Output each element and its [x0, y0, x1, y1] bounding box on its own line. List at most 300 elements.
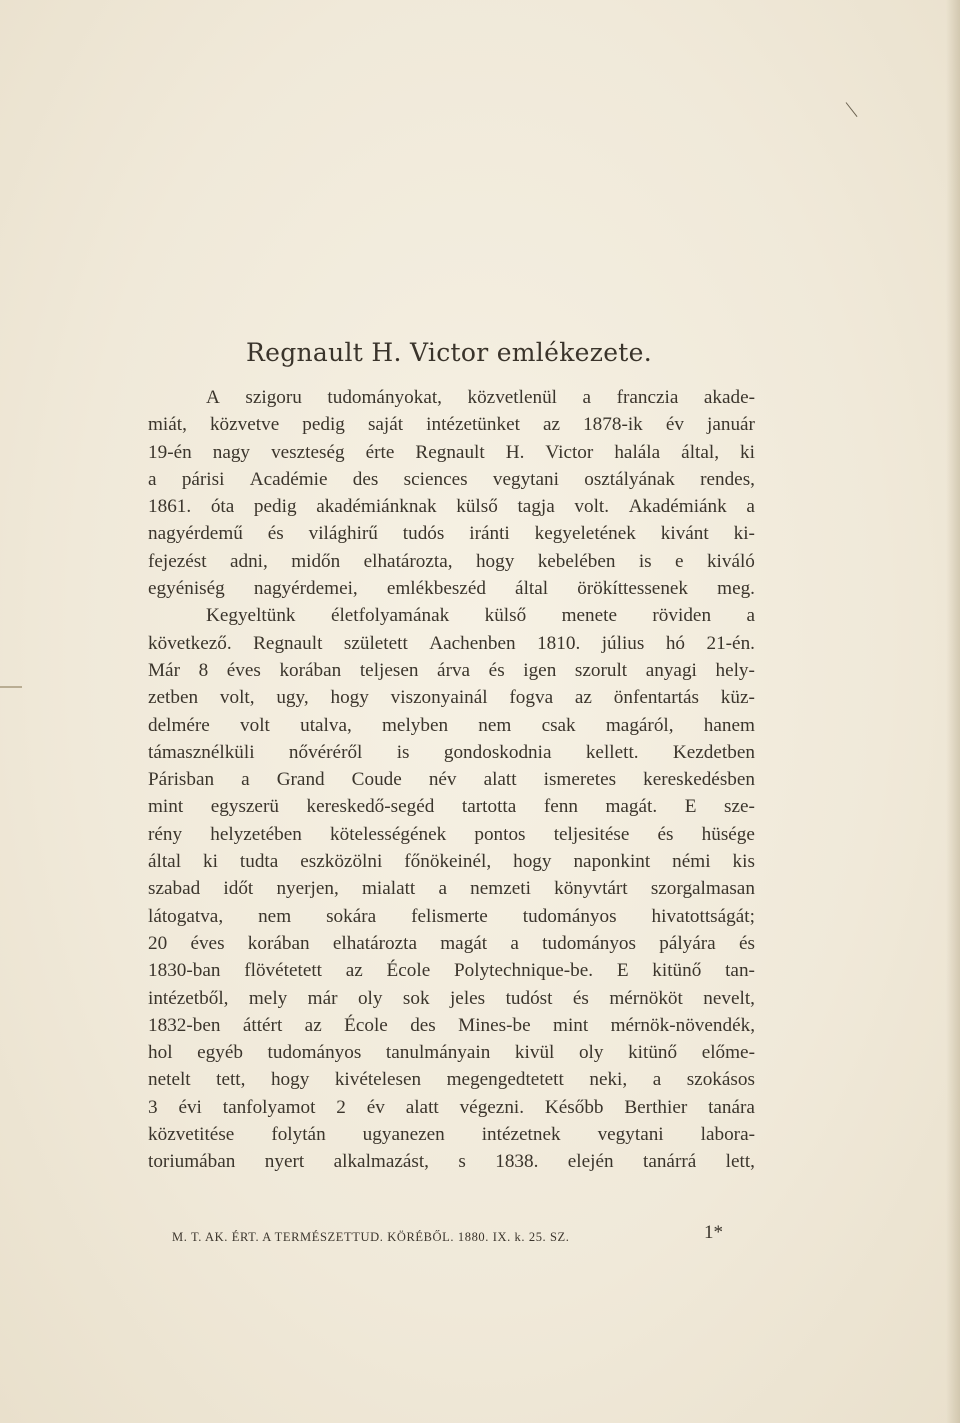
text-line [148, 630, 755, 657]
word: alatt [483, 769, 517, 791]
word: hivatottságát; [651, 905, 755, 927]
word: a [438, 878, 447, 900]
word: e [675, 550, 684, 572]
word: az [345, 960, 363, 982]
text-line [148, 657, 755, 684]
word: veszteség [271, 441, 345, 463]
word: Grand [276, 769, 325, 791]
word: az [574, 687, 592, 709]
word: hogy [513, 851, 552, 873]
word: tudóst [505, 987, 553, 1009]
word: közvetlenül [467, 387, 557, 408]
word: sokára [326, 905, 377, 927]
word: közvetve [209, 414, 280, 436]
word: menete [561, 605, 618, 627]
word: tanára [708, 1096, 755, 1118]
word: 19-én [148, 441, 192, 463]
word: teljesen [359, 659, 419, 681]
word: des [352, 468, 379, 490]
text-line-content [206, 602, 755, 629]
text-line [148, 1148, 755, 1175]
word: könyvtárt [554, 878, 628, 900]
word: kivételesen [334, 1069, 422, 1091]
word: zetben [148, 687, 199, 709]
word: rendes, [700, 468, 755, 490]
word: némi [672, 851, 711, 873]
word: intézetből, [148, 987, 229, 1009]
word: tudományos [267, 1042, 362, 1064]
word: pontos [474, 823, 526, 845]
word: akadémiánknak [316, 496, 437, 518]
word: pályára [659, 932, 716, 954]
word: az [304, 1014, 322, 1036]
word: kivánt [660, 523, 709, 545]
word: magát [440, 932, 488, 954]
word: párisi [181, 468, 225, 490]
word: eszközölni [300, 851, 383, 873]
word: nem [258, 905, 292, 927]
text-line [148, 930, 755, 957]
word: 21-én. [706, 632, 755, 654]
word: 2 [336, 1096, 346, 1118]
word: látogatva, [148, 905, 224, 927]
stray-pencil-mark [846, 102, 858, 117]
word: Aachenben [429, 632, 516, 654]
word: Regnault [415, 441, 485, 463]
text-line-content [148, 575, 755, 602]
word: külső [456, 496, 498, 518]
word: ugyanezen [362, 1124, 445, 1146]
word: saját [367, 414, 404, 436]
text-line-content [148, 1066, 755, 1093]
word: is [638, 550, 652, 572]
word: szabad [148, 878, 201, 900]
word: intézetünket [426, 414, 520, 436]
word: és [267, 523, 284, 545]
word: osztályának [584, 468, 675, 490]
word: tanárrá [642, 1151, 697, 1173]
word: ki [203, 851, 218, 873]
word: csak [541, 714, 576, 736]
word: ugy, [276, 687, 309, 709]
signature-mark: 1* [704, 1222, 723, 1243]
word: Párisban [148, 769, 215, 791]
word: franczia [616, 387, 679, 408]
text-line [148, 1094, 755, 1121]
word: tanulmányain [385, 1042, 491, 1064]
text-line [148, 848, 755, 875]
word: naponkint [573, 851, 651, 873]
word: sok [402, 987, 430, 1009]
word: ismeretes [543, 769, 617, 791]
word: egyszerü [210, 796, 279, 818]
word: önfentartás [613, 687, 699, 709]
word: a [746, 605, 755, 627]
word: intézetnek [481, 1124, 561, 1146]
word: kereskedő-segéd [306, 796, 435, 818]
word: felismerte [411, 905, 488, 927]
text-line [148, 1121, 755, 1148]
word: nyert [264, 1151, 305, 1173]
text-line-content [148, 766, 755, 793]
word: január [707, 414, 755, 436]
word: által [515, 578, 549, 600]
text-line [148, 766, 755, 793]
word: szigoru [245, 387, 302, 408]
word: rény [148, 823, 183, 845]
word: midőn [291, 550, 341, 572]
word: szorgalmasan [650, 878, 755, 900]
word: világhirű [308, 523, 378, 545]
body-paragraph [148, 384, 755, 1176]
word: s [458, 1151, 466, 1173]
word: 3 [148, 1096, 158, 1118]
word: nagyérdemei, [253, 578, 358, 600]
word: nagy [212, 441, 251, 463]
text-line [148, 875, 755, 902]
word: 1810. [537, 632, 581, 654]
word: École [386, 960, 431, 982]
text-line-content [148, 903, 755, 930]
word: közvetitése [148, 1124, 235, 1146]
word: külső [484, 605, 527, 627]
word: életfolyamának [330, 605, 450, 627]
word: és [572, 987, 589, 1009]
word: anyagi [645, 659, 697, 681]
word: vegytani [492, 468, 559, 490]
text-line-content [148, 657, 755, 684]
word: Académie [249, 468, 328, 490]
word: született [343, 632, 408, 654]
text-line [148, 985, 755, 1012]
text-line [148, 575, 755, 602]
word: is [396, 741, 410, 763]
word: Mines-be [458, 1014, 531, 1036]
word: netelt [148, 1069, 191, 1091]
word: a [148, 468, 157, 490]
word: iránti [469, 523, 510, 545]
word: nagyérdemű [148, 523, 243, 545]
text-line [148, 602, 755, 629]
word: miát, [148, 414, 187, 436]
word: egyéb [197, 1042, 243, 1064]
word: H. [505, 441, 525, 463]
word: sciences [403, 468, 468, 490]
text-line [148, 1066, 755, 1093]
text-line-content [148, 821, 755, 848]
text-line-content [206, 384, 755, 411]
text-line-content [148, 793, 755, 820]
text-line-content [148, 739, 755, 766]
word: 1861. [148, 496, 192, 518]
word: E [684, 796, 697, 818]
word: magát. [605, 796, 658, 818]
word: Coude [351, 769, 402, 791]
word: oly [578, 1042, 604, 1064]
word: helyzetében [210, 823, 302, 845]
word: nővéréről [288, 741, 363, 763]
text-line [148, 466, 755, 493]
word: év [366, 1096, 385, 1118]
text-line-content [148, 930, 755, 957]
text-line [148, 739, 755, 766]
text-line-content [148, 493, 755, 520]
text-line-content [148, 1148, 755, 1175]
word: adni, [229, 550, 268, 572]
word: igen [523, 659, 557, 681]
word: École [344, 1014, 388, 1036]
word: évi [178, 1096, 202, 1118]
margin-tick-mark [0, 686, 22, 688]
word: Később [544, 1096, 604, 1118]
word: név [428, 769, 457, 791]
word: fogva [509, 687, 554, 709]
text-line-content [148, 630, 755, 657]
text-line-content [148, 520, 755, 547]
text-line [148, 548, 755, 575]
word: ki [740, 441, 755, 463]
text-line-content [148, 712, 755, 739]
page-title: Regnault H. Victor emlékezete. [245, 338, 652, 367]
word: Berthier [624, 1096, 688, 1118]
word: alatt [405, 1096, 439, 1118]
word: nem [478, 714, 512, 736]
word: küz- [720, 687, 755, 709]
publication-reference: M. T. AK. ÉRT. A TERMÉSZETTUD. KÖRÉBŐL. 1880. IX. k. 25. SZ. [172, 1230, 570, 1244]
word: tudós [402, 523, 445, 545]
word: viszonyainál [390, 687, 488, 709]
word: lett, [725, 1151, 755, 1173]
word: év [665, 414, 684, 436]
word: nemzeti [470, 878, 531, 900]
word: Már [148, 659, 180, 681]
word: hó [665, 632, 686, 654]
text-line-content [148, 957, 755, 984]
word: kellett. [585, 741, 639, 763]
word: A [206, 387, 220, 408]
text-line-content [148, 1012, 755, 1039]
word: 1838. [495, 1151, 539, 1173]
text-line [148, 520, 755, 547]
word: támasznélküli [148, 741, 255, 763]
word: kis [732, 851, 755, 873]
word: éves [226, 659, 261, 681]
text-line-content [148, 848, 755, 875]
text-line-content [148, 466, 755, 493]
word: flövétetett [244, 960, 322, 982]
word: tudományokat, [327, 387, 442, 408]
word: hüsége [701, 823, 755, 845]
word: jeles [449, 987, 486, 1009]
word: mérnököt [609, 987, 683, 1009]
word: kiváló [706, 550, 755, 572]
word: des [410, 1014, 436, 1036]
text-line-content [148, 1094, 755, 1121]
word: szorult [574, 659, 628, 681]
word: 8 [198, 659, 209, 681]
page-footer [172, 1222, 762, 1246]
word: egyéniség [148, 578, 225, 600]
word: éves [190, 932, 225, 954]
word: hogy [270, 1069, 310, 1091]
word: nevelt, [703, 987, 755, 1009]
text-line [148, 957, 755, 984]
word: elején [567, 1151, 614, 1173]
word: az [542, 414, 561, 436]
text-line [148, 1012, 755, 1039]
word: gondoskodnia [443, 741, 552, 763]
word: Regnault [253, 632, 323, 654]
word: kegyeletének [534, 523, 636, 545]
word: szokásos [686, 1069, 755, 1091]
text-line [148, 793, 755, 820]
word: tett, [216, 1069, 246, 1091]
word: érte [365, 441, 395, 463]
word: örökíttessenek [577, 578, 689, 600]
word: ki- [733, 523, 755, 545]
word: előme- [701, 1042, 755, 1064]
word: fejezést [148, 550, 207, 572]
word: korában [279, 659, 342, 681]
text-line-content [148, 411, 755, 438]
word: árva [437, 659, 471, 681]
word: teljesitése [553, 823, 630, 845]
text-line-content [148, 684, 755, 711]
word: oly [357, 987, 383, 1009]
word: volt, [219, 687, 255, 709]
word: pedig [253, 496, 297, 518]
word: folytán [271, 1124, 326, 1146]
word: tudományos [542, 932, 636, 954]
word: következő. [148, 632, 232, 654]
word: nyerjen, [276, 878, 339, 900]
word: végezni. [459, 1096, 525, 1118]
word: volt [240, 714, 270, 736]
word: pedig [302, 414, 345, 436]
text-line [148, 684, 755, 711]
word: július [601, 632, 645, 654]
word: utalva, [300, 714, 352, 736]
word: Akadémiánk [628, 496, 727, 518]
text-line [148, 821, 755, 848]
word: kitünő [652, 960, 702, 982]
word: kebelében [537, 550, 616, 572]
text-line [148, 712, 755, 739]
word: kivül [514, 1042, 555, 1064]
word: kötelességének [330, 823, 447, 845]
word: Kezdetben [672, 741, 755, 763]
word: 1832-ben [148, 1014, 221, 1036]
word: Victor [545, 441, 594, 463]
word: sze- [724, 796, 755, 818]
text-line-content [148, 875, 755, 902]
word: főnökeinél, [404, 851, 492, 873]
word: mérnök-növendék, [610, 1014, 755, 1036]
word: 1878-ik [583, 414, 643, 436]
word: mint [148, 796, 184, 818]
word: megengedtetett [446, 1069, 564, 1091]
word: labora- [700, 1124, 755, 1146]
page-edge-shadow [946, 0, 960, 1423]
word: tartotta [461, 796, 517, 818]
text-line [148, 384, 755, 411]
word: hanem [703, 714, 755, 736]
word: által, [681, 441, 719, 463]
word: neki, [589, 1069, 628, 1091]
word: magáról, [605, 714, 674, 736]
word: és [488, 659, 505, 681]
word: a [582, 387, 592, 408]
word: a [746, 496, 755, 518]
text-line [148, 411, 755, 438]
word: 20 [148, 932, 168, 954]
word: kitünő [628, 1042, 678, 1064]
word: fenn [543, 796, 578, 818]
text-line [148, 1039, 755, 1066]
word: és [657, 823, 674, 845]
word: hely- [715, 659, 755, 681]
word: tan- [725, 960, 755, 982]
word: a [652, 1069, 662, 1091]
word: hogy [475, 550, 515, 572]
word: E [616, 960, 629, 982]
word: tudta [239, 851, 279, 873]
word: időt [223, 878, 254, 900]
word: mint [553, 1014, 589, 1036]
text-line-content [148, 439, 755, 466]
text-line-content [148, 1039, 755, 1066]
word: már [307, 987, 338, 1009]
text-line [148, 439, 755, 466]
word: delmére [148, 714, 210, 736]
word: a [241, 769, 250, 791]
word: 1830-ban [148, 960, 221, 982]
word: tudományos [522, 905, 617, 927]
word: akade- [703, 387, 755, 408]
word: elhatározta [332, 932, 417, 954]
word: vegytani [597, 1124, 664, 1146]
word: mely [248, 987, 288, 1009]
word: meg. [717, 578, 755, 600]
word: által [148, 851, 182, 873]
word: óta [210, 496, 235, 518]
word: volt. [574, 496, 610, 518]
word: Polytechnique-be. [453, 960, 594, 982]
text-line-content [148, 548, 755, 575]
word: halála [614, 441, 661, 463]
word: hol [148, 1042, 173, 1064]
word: emlékbeszéd [386, 578, 486, 600]
word: kereskedésben [643, 769, 755, 791]
word: és [738, 932, 755, 954]
text-line-content [148, 1121, 755, 1148]
word: toriumában [148, 1151, 236, 1173]
word: melyben [382, 714, 449, 736]
word: áttért [242, 1014, 283, 1036]
word: hogy [330, 687, 369, 709]
word: röviden [652, 605, 712, 627]
word: tanfolyamot [222, 1096, 316, 1118]
word: elhatározta, [363, 550, 453, 572]
word: mialatt [361, 878, 416, 900]
word: alkalmazást, [333, 1151, 429, 1173]
word: korában [247, 932, 310, 954]
word: a [510, 932, 519, 954]
word: tagja [517, 496, 555, 518]
text-line-content [148, 985, 755, 1012]
text-line [148, 903, 755, 930]
text-line [148, 493, 755, 520]
